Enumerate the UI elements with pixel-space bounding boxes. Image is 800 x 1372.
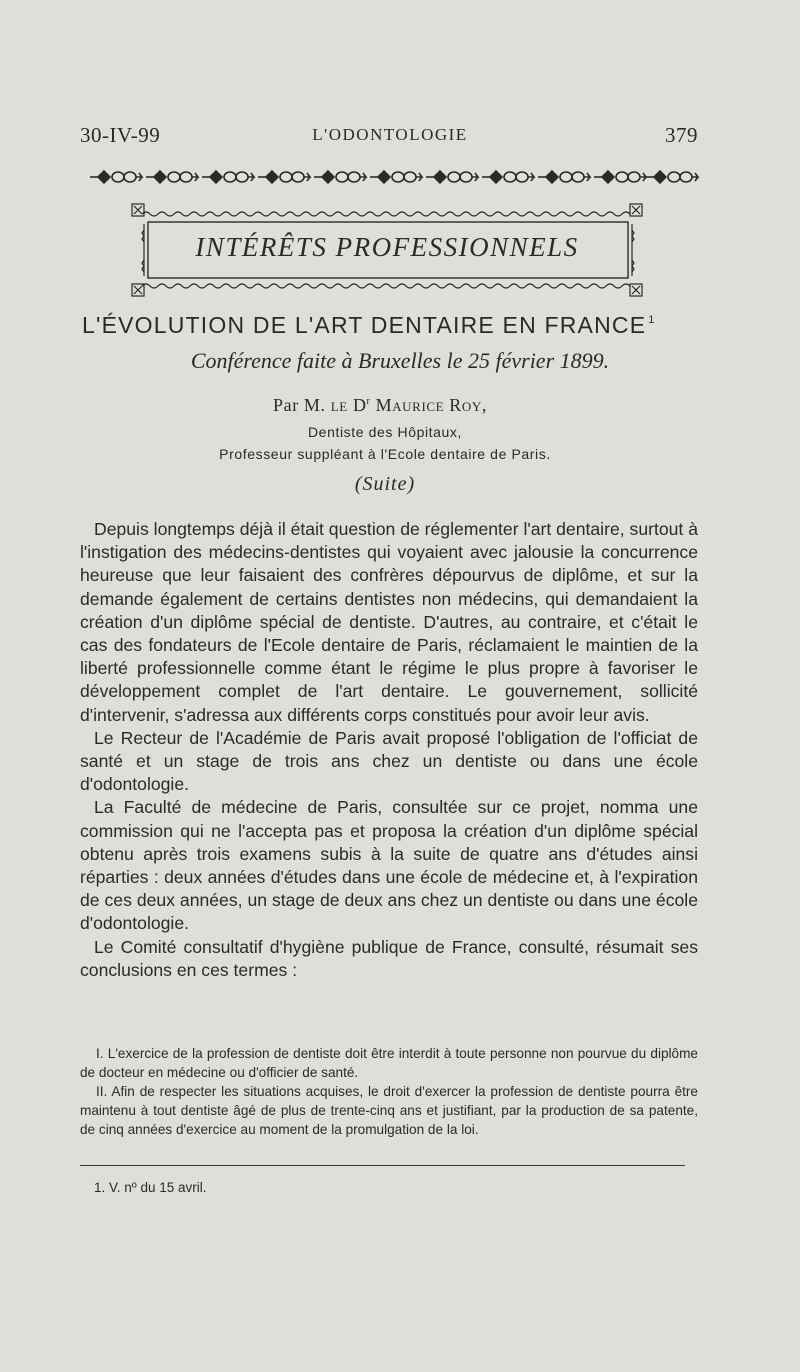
paragraph-3: La Faculté de médecine de Paris, consultée sur ce projet, nomma une commission qui ne l'accepta pas et proposa la création d'un diplôme spécial obtenu après trois examens subis à la suite de quatre ans d'études ainsi réparties : deux années d'études dans une école de médecine et, à l'expiration de ces deux années, un stage de deux ans chez un dentiste ou dans une école d'odontologie. — [80, 797, 698, 934]
author-dr-sup: r — [366, 396, 371, 407]
conclusion-1: I. L'exercice de la profession de dentiste doit être interdit à toute personne non pourvue du diplôme de docteur en médecine ou d'officier de santé. — [80, 1046, 698, 1080]
author-role-2: Professeur suppléant à l'Ecole dentaire de Paris. — [219, 446, 551, 462]
paragraph-4: Le Comité consultatif d'hygiène publique de France, consulté, résumait ses conclusions en ces termes : — [80, 936, 698, 980]
journal-name: L'ODONTOLOGIE — [312, 125, 468, 144]
author-role-1: Dentiste des Hôpitaux, — [307, 424, 463, 440]
article-subtitle: Conférence faite à Bruxelles le 25 février 1899. — [190, 348, 610, 373]
paragraph-1: Depuis longtemps déjà il était question de réglementer l'art dentaire, surtout à l'instigation des médecins-dentistes qui voyaient avec jalousie la concurrence heureuse que leur faisaient des confrères dépourvus de diplôme, et sur la demande également de certains dentistes non médecins, qui demandaient la création d'un diplôme spécial de dentiste. D'autres, au contraire, et c'était le cas des fondateurs de l'Ecole dentaire de Paris, réclamaient le maintien de la liberté professionnelle comme étant le régime le plus propre à favoriser le développement complet de l'art dentaire. Le gouvernement, sollicité d'intervenir, s'adressa aux différents corps constitués pour avoir leur avis. — [80, 519, 698, 725]
section-title: INTÉRÊTS PROFESSIONNELS — [195, 232, 579, 262]
issue-date: 30-IV-99 — [80, 123, 161, 147]
author-line — [0, 395, 760, 416]
author-prefix: Par M. — [273, 395, 326, 415]
page-number: 379 — [665, 123, 698, 147]
author-le: le — [330, 395, 348, 415]
article-body — [80, 518, 698, 982]
author-dr: D — [352, 395, 367, 415]
article-title — [82, 312, 722, 339]
running-head — [80, 123, 700, 153]
section-title-frame — [128, 200, 646, 298]
article-title-text: L'ÉVOLUTION DE L'ART DENTAIRE EN FRANCE — [82, 312, 647, 338]
footnote-rule — [80, 1165, 685, 1166]
paragraph-2: Le Recteur de l'Académie de Paris avait proposé l'obligation de l'officiat de santé et un stage de trois ans chez un dentiste ou dans une école d'odontologie. — [80, 727, 698, 795]
continued-label: (Suite) — [354, 473, 416, 495]
footnote-mark: 1 — [648, 314, 656, 326]
quoted-conclusions — [80, 1044, 698, 1139]
author-name: Maurice Roy, — [375, 395, 487, 415]
footnote: 1. V. nº du 15 avril. — [94, 1180, 207, 1195]
conclusion-2: II. Afin de respecter les situations acquises, le droit d'exercer la profession de dentiste pourra être maintenu à tout dentiste âgé de plus de trente-cinq ans et justifiant, par la production de sa patente, de cinq années d'exercice au moment de la promulgation de la loi. — [80, 1084, 698, 1137]
ornament-divider — [88, 166, 700, 188]
